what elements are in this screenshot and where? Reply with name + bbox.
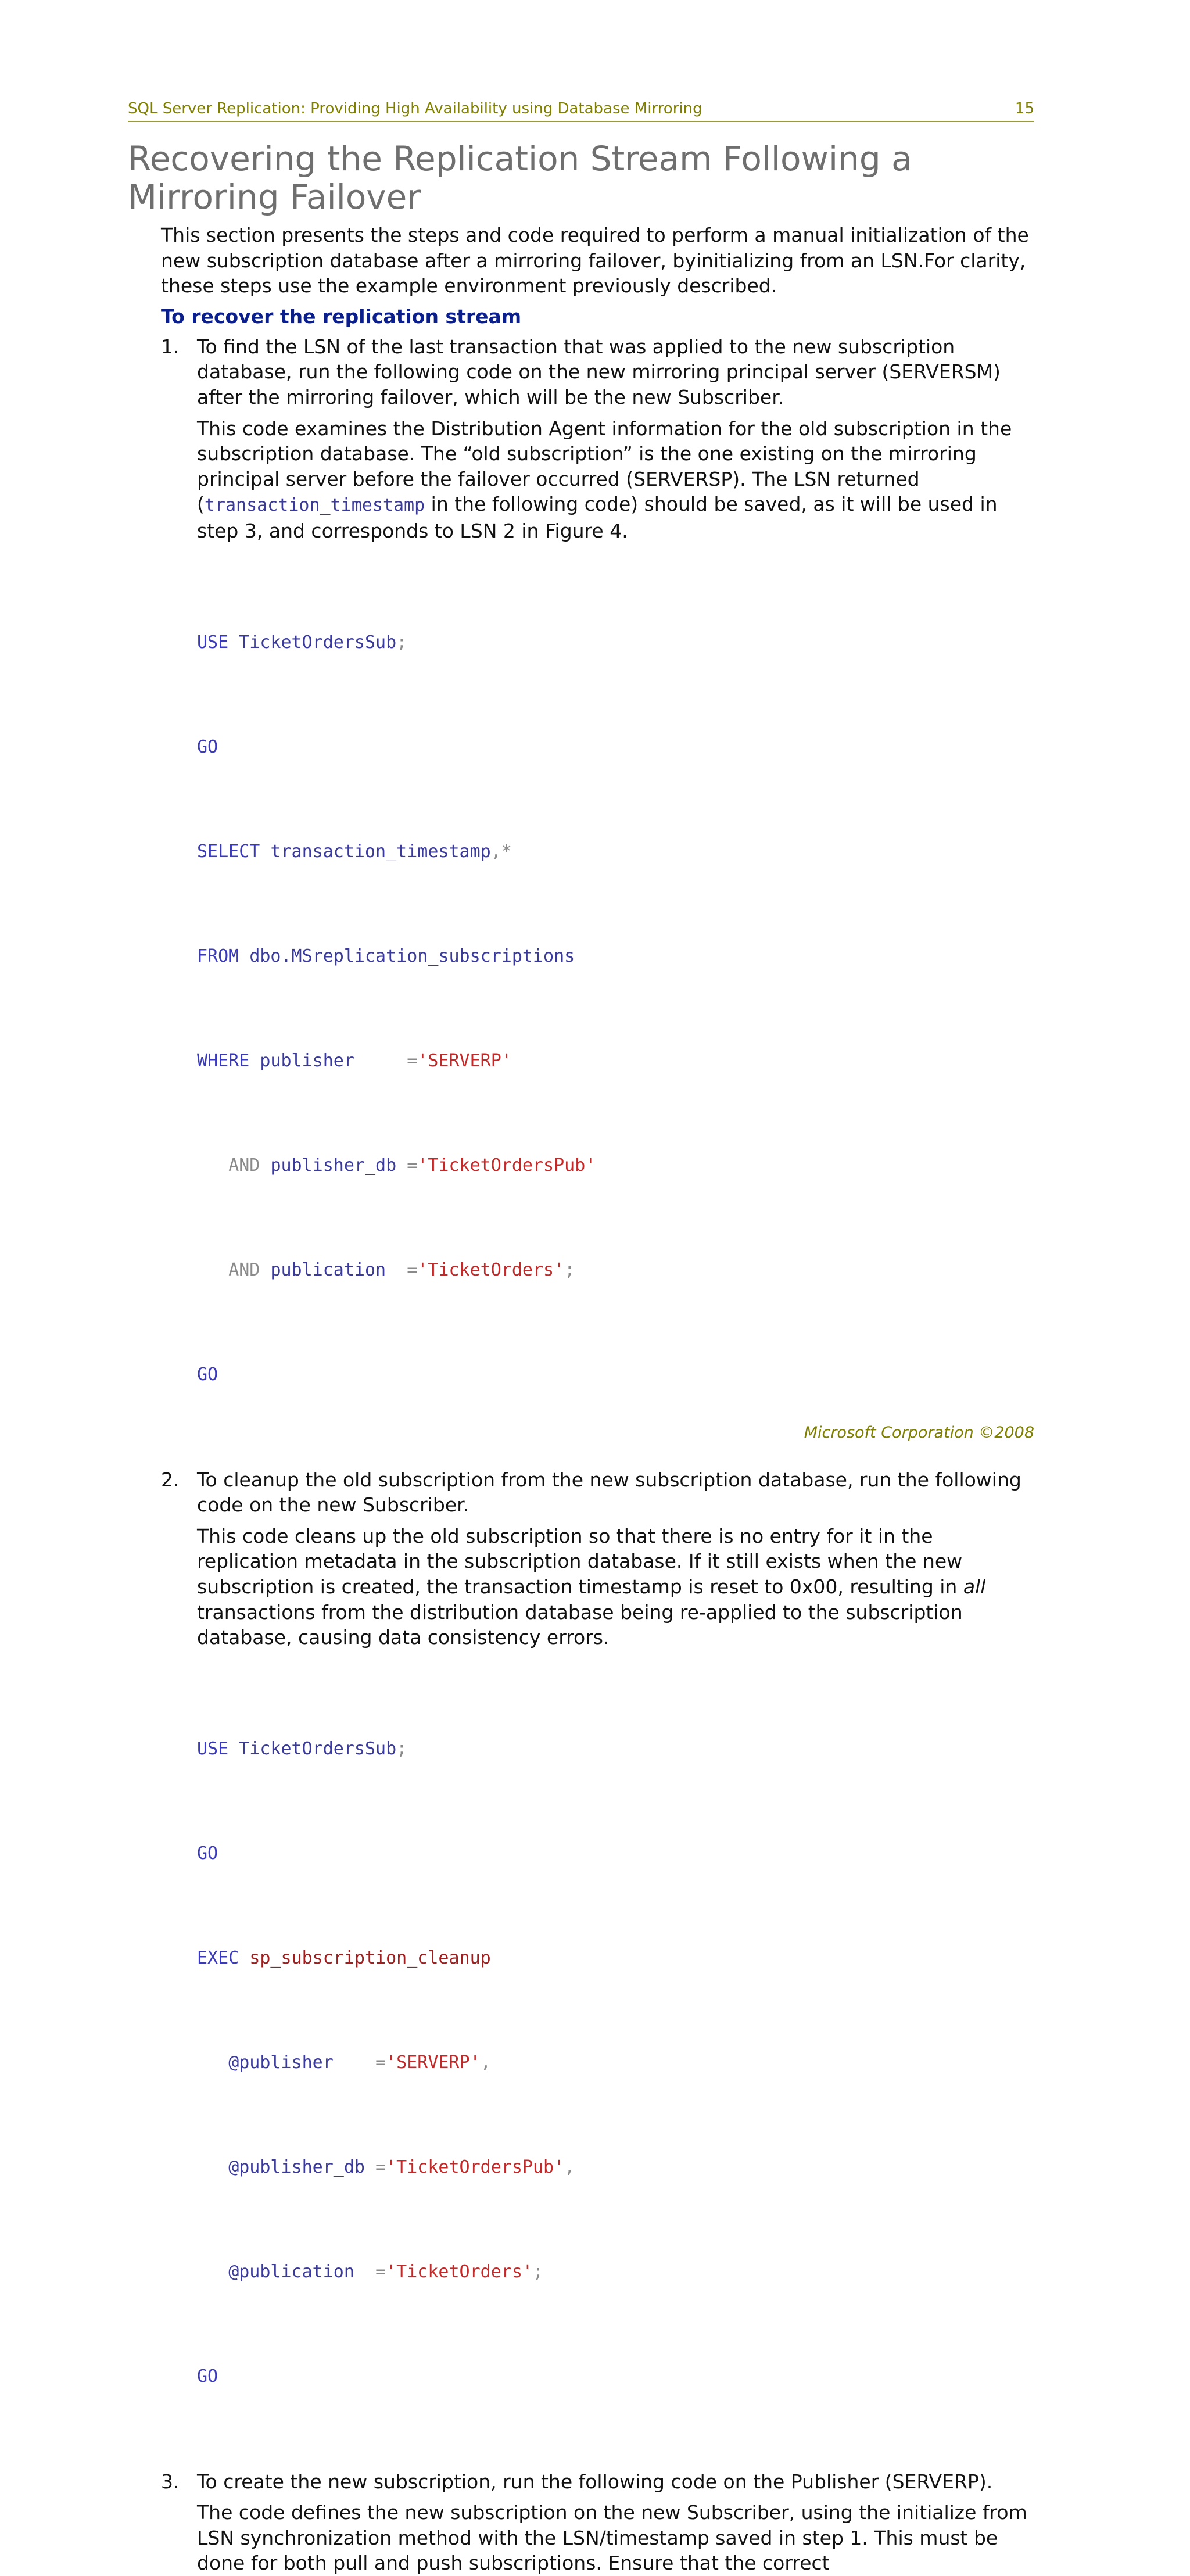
step-number: 3. [161, 2470, 180, 2493]
code-line: GO [197, 736, 218, 757]
page-footer: Microsoft Corporation ©2008 [804, 1424, 1034, 1442]
intro-paragraph: This section presents the steps and code required to perform a manual initialization of the new subscription database after a mirroring failover, byinitializing from an LSN.For clarity, these steps use the example environment previously described. [161, 224, 1029, 298]
code-line: SELECT transaction_timestamp,* [197, 841, 512, 862]
code-line: USE TicketOrdersSub; [197, 632, 407, 653]
code-line: @publisher ='SERVERP', [228, 2052, 491, 2073]
section-body [161, 223, 1033, 2576]
code-line: @publication ='TicketOrders'; [228, 2261, 544, 2282]
code-line: GO [197, 2366, 218, 2387]
step-text: To cleanup the old subscription from the new subscription database, run the following code on the new Subscriber. [197, 1468, 1021, 1517]
header-title: SQL Server Replication: Providing High Availability using Database Mirroring [128, 100, 702, 117]
procedure-heading: To recover the replication stream [161, 304, 522, 328]
emphasis: all [963, 1575, 986, 1598]
running-header [128, 100, 1034, 122]
step-number: 2. [161, 1468, 180, 1491]
section-title-line2: Mirroring Failover [128, 177, 421, 217]
code-line: @publisher_db ='TicketOrdersPub', [228, 2156, 575, 2177]
code-block-1 [197, 556, 1033, 1462]
step-2 [161, 1467, 1033, 2464]
page-number: 15 [1015, 100, 1034, 117]
step-text: To create the new subscription, run the following code on the Publisher (SERVERP). [197, 2470, 993, 2493]
code-line: USE TicketOrdersSub; [197, 1738, 407, 1759]
section-title-line1: Recovering the Replication Stream Following a [128, 139, 912, 178]
section-title [128, 139, 1034, 216]
step-detail: This code examines the Distribution Agent information for the old subscription in the subscription database. The “old subscription” is the one existing on the mirroring principal server before the failover occurred (SERVERSP). The LSN returned (transaction_timestamp in the following code) should be saved, as it will be used in step 3, and corresponds to LSN 2 in Figure 4. [197, 417, 1012, 542]
code-line: EXEC sp_subscription_cleanup [197, 1947, 491, 1968]
code-line: WHERE publisher ='SERVERP' [197, 1050, 512, 1071]
step-detail: The code defines the new subscription on the new Subscriber, using the initialize from LSN synchronization method with the LSN/timestamp saved in step 1. This must be done for both pull and push subscriptions. Ensure that the correct [197, 2501, 1027, 2575]
code-line: AND publisher_db ='TicketOrdersPub' [228, 1155, 596, 1176]
code-line: GO [197, 1843, 218, 1864]
code-line: FROM dbo.MSreplication_subscriptions [197, 945, 575, 966]
code-line: GO [197, 1364, 218, 1385]
code-block-2 [197, 1662, 1033, 2464]
step-3 [161, 2469, 1033, 2576]
step-number: 1. [161, 335, 180, 358]
step-1 [161, 334, 1033, 1462]
step-detail: This code cleans up the old subscription so that there is no entry for it in the replication metadata in the subscription database. If it still exists when the new subscription is created, the transaction timestamp is reset to 0x00, resulting in all transactions from the distribution database being re-applied to the subscription database, causing data consistency errors. [197, 1524, 986, 1649]
inline-code: transaction_timestamp [204, 495, 425, 516]
step-text: To find the LSN of the last transaction that was applied to the new subscription database, run the following code on the new mirroring principal server (SERVERSM) after the mirroring failover, which will be the new Subscriber. [197, 335, 1001, 409]
code-line: AND publication ='TicketOrders'; [228, 1259, 575, 1280]
